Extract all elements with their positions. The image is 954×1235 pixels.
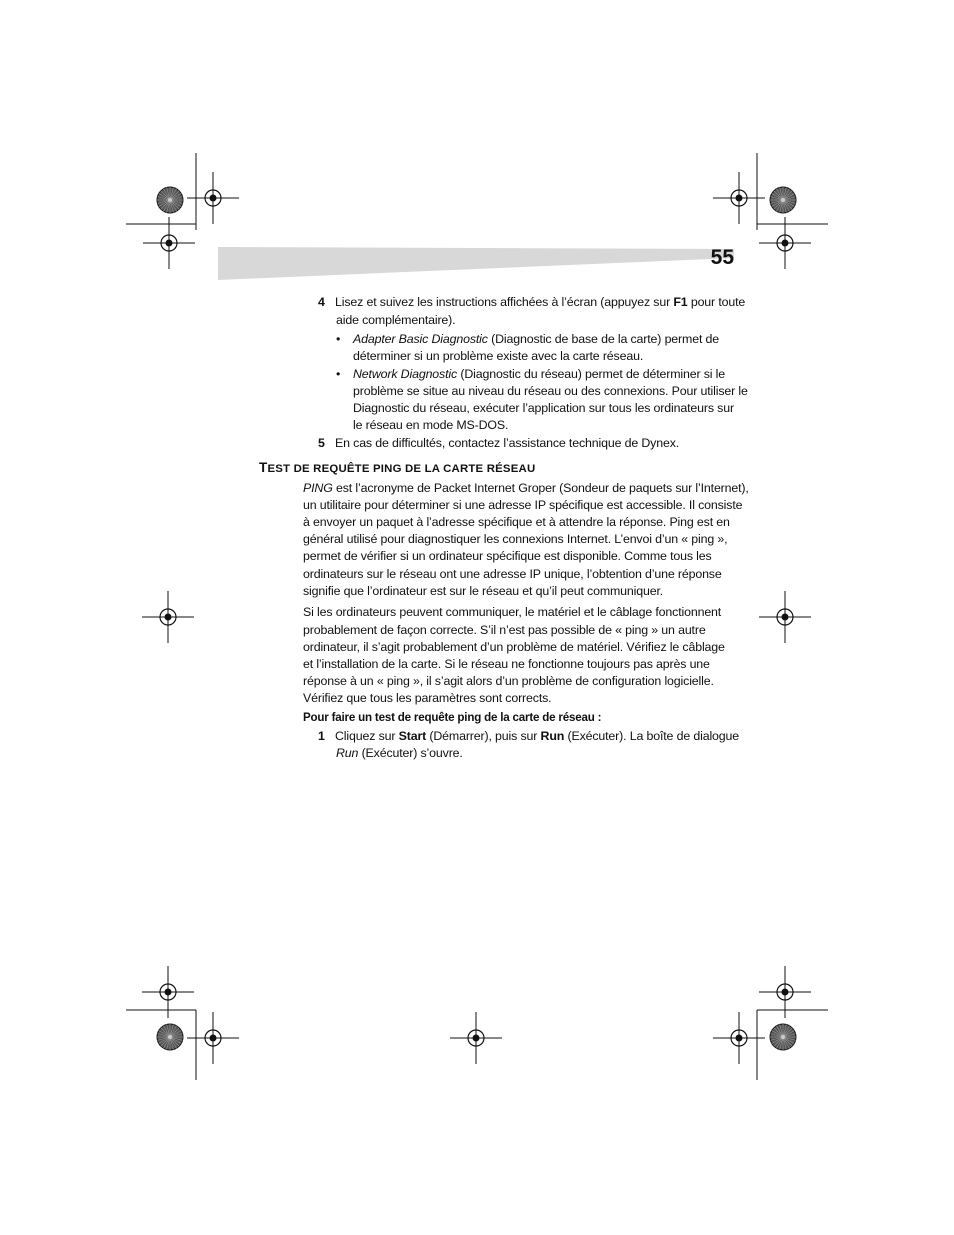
registration-dot <box>736 1035 743 1042</box>
step-text-a: Lisez et suivez les instructions affichées à l’écran (appuyez sur <box>335 295 674 309</box>
step-text: (Exécuter). La boîte de dialogue <box>564 729 740 743</box>
step-text-b: pour toute <box>687 295 746 309</box>
heading-cap: T <box>259 460 268 475</box>
para2-line: réponse à un « ping », il s’agit alors d’un problème de configuration logicielle. <box>303 674 714 688</box>
para1-line: un utilitaire pour déterminer si une adresse IP spécifique est accessible. Il consiste <box>303 498 743 512</box>
para2-line: et l’installation de la carte. Si le réseau ne fonctionne toujours pas après une <box>303 657 710 671</box>
para1-line: permet de vérifier si un ordinateur spécifique est disponible. Comme tous les <box>303 549 712 563</box>
bullet-term: Adapter Basic Diagnostic <box>353 332 488 346</box>
para1-line: ordinateurs sur le réseau ont une adresse IP unique, l’obtention d’une réponse <box>303 567 722 581</box>
procedure-heading: Pour faire un test de requête ping de la carte de réseau : <box>303 711 602 724</box>
para1-line <box>303 480 749 497</box>
para2-line: Si les ordinateurs peuvent communiquer, le matériel et le câblage fonctionnent <box>303 605 722 619</box>
bullet-line: déterminer si un problème existe avec la carte réseau. <box>353 349 644 363</box>
color-wheel-center <box>781 1035 785 1039</box>
step-1-line2 <box>336 745 463 762</box>
key-f1: F1 <box>673 295 688 309</box>
bullet-line: Diagnostic du réseau, exécuter l’application sur tous les ordinateurs sur <box>353 401 734 415</box>
para1-line: à envoyer un paquet à l’adresse spécifique et à attendre la réponse. Ping est en <box>303 515 730 529</box>
start-label: Start <box>398 729 427 743</box>
run-dialog-name: Run <box>336 746 359 760</box>
color-wheel-center <box>781 198 785 202</box>
bullet-line1: (Diagnostic du réseau) permet de déterminer si le <box>457 367 726 381</box>
para2-line: ordinateur, il s’agit probablement d’un problème de matériel. Vérifiez le câblage <box>303 640 725 654</box>
registration-dot <box>210 195 217 202</box>
registration-dot <box>473 1035 480 1042</box>
step-text: (Exécuter) s’ouvre. <box>358 746 463 760</box>
registration-dot <box>166 240 173 247</box>
bullet-line1: (Diagnostic de base de la carte) permet de <box>487 332 720 346</box>
step-4-line2: aide complémentaire). <box>336 313 456 327</box>
color-wheel-center <box>168 1035 172 1039</box>
ping-term: PING <box>303 481 333 495</box>
bullet-adapter-basic <box>336 331 719 348</box>
para2-line: probablement de façon correcte. S’il n’est pas possible de « ping » un autre <box>303 623 706 637</box>
bullet-term: Network Diagnostic <box>353 367 458 381</box>
step-text: Cliquez sur <box>335 729 399 743</box>
bullet-marker: • <box>336 367 341 381</box>
section-heading <box>259 460 535 475</box>
run-label: Run <box>540 729 565 743</box>
page-number: 55 <box>710 246 734 269</box>
bullet-marker: • <box>336 332 341 346</box>
step-text: (Démarrer), puis sur <box>426 729 541 743</box>
step-4 <box>318 294 745 311</box>
bullet-line: le réseau en mode MS-DOS. <box>353 418 509 432</box>
step-number: 5 <box>318 436 325 450</box>
color-wheel-center <box>168 198 172 202</box>
step-number: 1 <box>318 729 325 743</box>
step-text: En cas de difficultés, contactez l’assistance technique de Dynex. <box>335 436 680 450</box>
step-5 <box>318 435 679 452</box>
registration-dot <box>736 195 743 202</box>
registration-dot <box>782 989 789 996</box>
para2-line: Vérifiez que tous les paramètres sont corrects. <box>303 691 552 705</box>
heading-rest: EST DE REQUÊTE PING DE LA CARTE RÉSEAU <box>267 463 536 475</box>
bullet-network <box>336 366 725 383</box>
para1-first: est l’acronyme de Packet Internet Groper (Sondeur de paquets sur l’Internet), <box>332 481 749 495</box>
registration-dot <box>782 614 789 621</box>
para1-line: signifie que l’ordinateur est sur le réseau et qu’il peut communiquer. <box>303 584 664 598</box>
registration-dot <box>782 240 789 247</box>
step-number: 4 <box>318 295 325 309</box>
registration-dot <box>210 1035 217 1042</box>
registration-dot <box>165 614 172 621</box>
registration-dot <box>165 989 172 996</box>
step-1 <box>318 728 739 745</box>
para1-line: général utilisé pour diagnostiquer les connexions Internet. L’envoi d’un « ping », <box>303 532 728 546</box>
bullet-line: problème se situe au niveau du réseau ou des connexions. Pour utiliser le <box>353 384 748 398</box>
